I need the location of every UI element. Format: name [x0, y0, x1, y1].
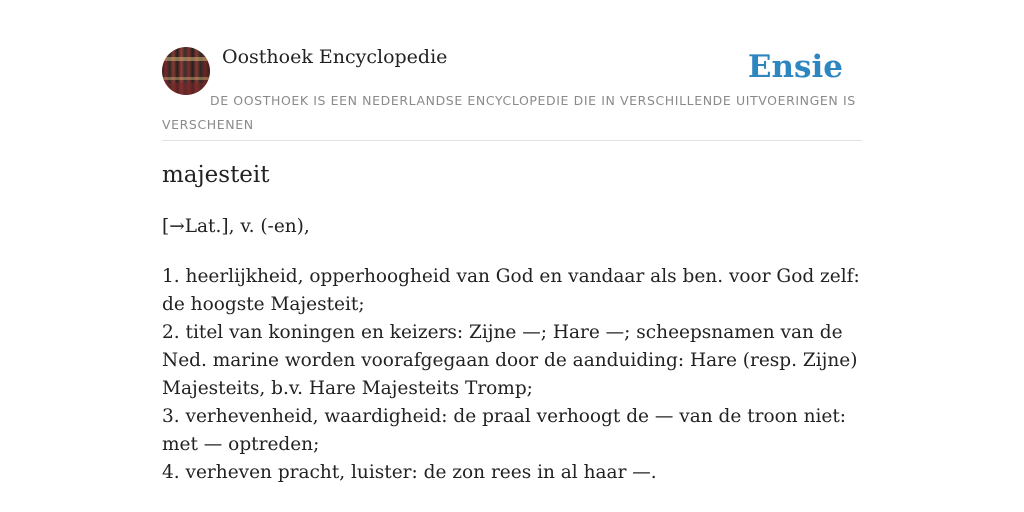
book-spine-band: [162, 77, 210, 80]
site-name-link[interactable]: Oosthoek Encyclopedie: [222, 46, 448, 68]
definition-item: 4. verheven pracht, luister: de zon rees in al haar —.: [162, 462, 657, 483]
book-spine-band: [162, 57, 210, 61]
encyclopedia-books-avatar[interactable]: [162, 47, 210, 95]
entry-grammar: [→Lat.], v. (-en),: [162, 216, 310, 237]
definition-item: 1. heerlijkheid, opperhoogheid van God en vandaar als ben. voor God zelf: de hoogste Majesteit;: [162, 266, 860, 315]
definition-item: 3. verhevenheid, waardigheid: de praal verhoogt de — van de troon niet: met — optreden;: [162, 406, 847, 455]
site-header: [162, 0, 862, 141]
site-tagline: DE OOSTHOEK IS EEN NEDERLANDSE ENCYCLOPEDIE DIE IN VERSCHILLENDE UITVOERINGEN IS VERSCHENEN: [162, 93, 856, 132]
definition-list: [162, 263, 862, 487]
page-container: [162, 0, 862, 483]
definition-item: 2. titel van koningen en keizers: Zijne —; Hare —; scheepsnamen van de Ned. marine worden voorafgegaan door de aanduiding: Hare (resp. Zijne) Majesteits, b.v. Hare Majesteits Tromp;: [162, 322, 858, 399]
ensie-logo-link[interactable]: Ensie: [747, 49, 843, 85]
entry-title: majesteit: [162, 162, 270, 188]
